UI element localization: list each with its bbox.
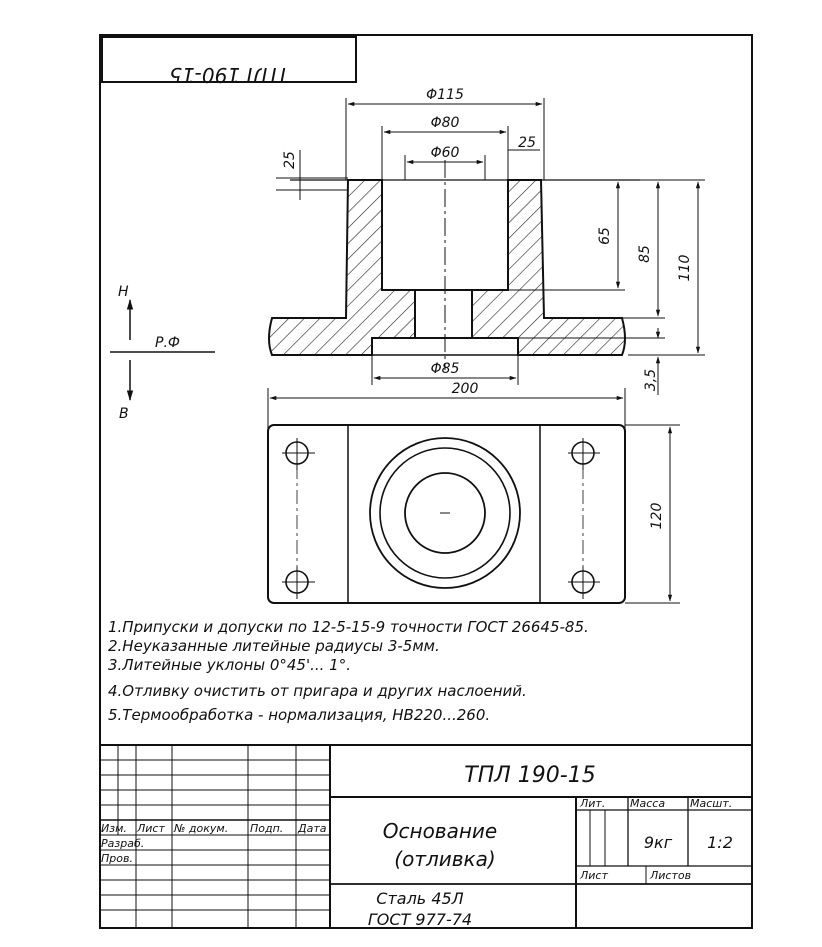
row-date: Дата [298, 822, 327, 835]
dim-25-right: 25 [518, 135, 536, 151]
dim-110: 110 [677, 254, 693, 282]
note-line: 1.Припуски и допуски по 12-5-15-9 точности ГОСТ 26645-85. [108, 618, 589, 636]
sheet-frame [100, 35, 752, 928]
note-line: 2.Неуказанные литейные радиусы 3-5мм. [108, 637, 440, 655]
parting-line-label: Р.Ф [155, 335, 180, 351]
note-line: 4.Отливку очистить от пригара и других наслоений. [108, 682, 527, 700]
title-designation: ТПЛ 190-15 [464, 763, 596, 788]
parting-bottom-label: В [119, 406, 129, 422]
role-develop: Разраб. [101, 837, 145, 850]
mounting-hole [282, 567, 315, 599]
title-material-line2: ГОСТ 977-74 [367, 910, 473, 929]
technical-notes [108, 618, 589, 724]
col-scale: Масшт. [690, 797, 733, 810]
dim-120: 120 [649, 502, 665, 530]
row-doc: № докум. [174, 822, 229, 835]
dim-85: 85 [637, 245, 653, 263]
dim-25-left: 25 [282, 151, 298, 169]
section-body-left [269, 180, 415, 355]
mounting-hole [568, 567, 600, 599]
section-body-right [472, 180, 625, 355]
title-block-text [101, 763, 733, 929]
dim-3-5: 3,5 [643, 368, 659, 392]
title-material-line1: Сталь 45Л [376, 889, 464, 908]
note-line: 5.Термообработка - нормализация, НВ220...260. [108, 706, 491, 724]
col-mass: Масса [630, 797, 666, 810]
col-lit: Лит. [580, 797, 606, 810]
title-name-line1: Основание [382, 819, 498, 843]
parting-top-label: Н [118, 284, 129, 300]
dim-d60: Φ60 [430, 145, 460, 161]
dim-200: 200 [451, 381, 479, 397]
title-name-line2: (отливка) [394, 847, 496, 871]
row-sign: Подп. [250, 822, 284, 835]
mass-value: 9кг [643, 833, 673, 852]
row-list: Лист [137, 822, 165, 835]
sheet-label: Лист [580, 869, 608, 882]
dim-d80: Φ80 [430, 115, 460, 131]
parting-line [110, 284, 215, 422]
stamp-box [102, 37, 356, 87]
plan-view [268, 381, 680, 603]
note-line: 3.Литейные уклоны 0°45'... 1°. [108, 656, 351, 674]
role-check: Пров. [101, 852, 133, 865]
scale-value: 1:2 [707, 833, 733, 852]
mounting-hole [282, 438, 315, 470]
dim-d85: Φ85 [430, 361, 460, 377]
sheets-label: Листов [650, 869, 692, 882]
row-izm: Изм. [101, 822, 127, 835]
dim-65: 65 [597, 227, 613, 245]
stamp-text: ТПЛ 190-15 [169, 63, 289, 87]
mounting-hole [568, 438, 600, 470]
dim-d115: Φ115 [426, 87, 464, 103]
